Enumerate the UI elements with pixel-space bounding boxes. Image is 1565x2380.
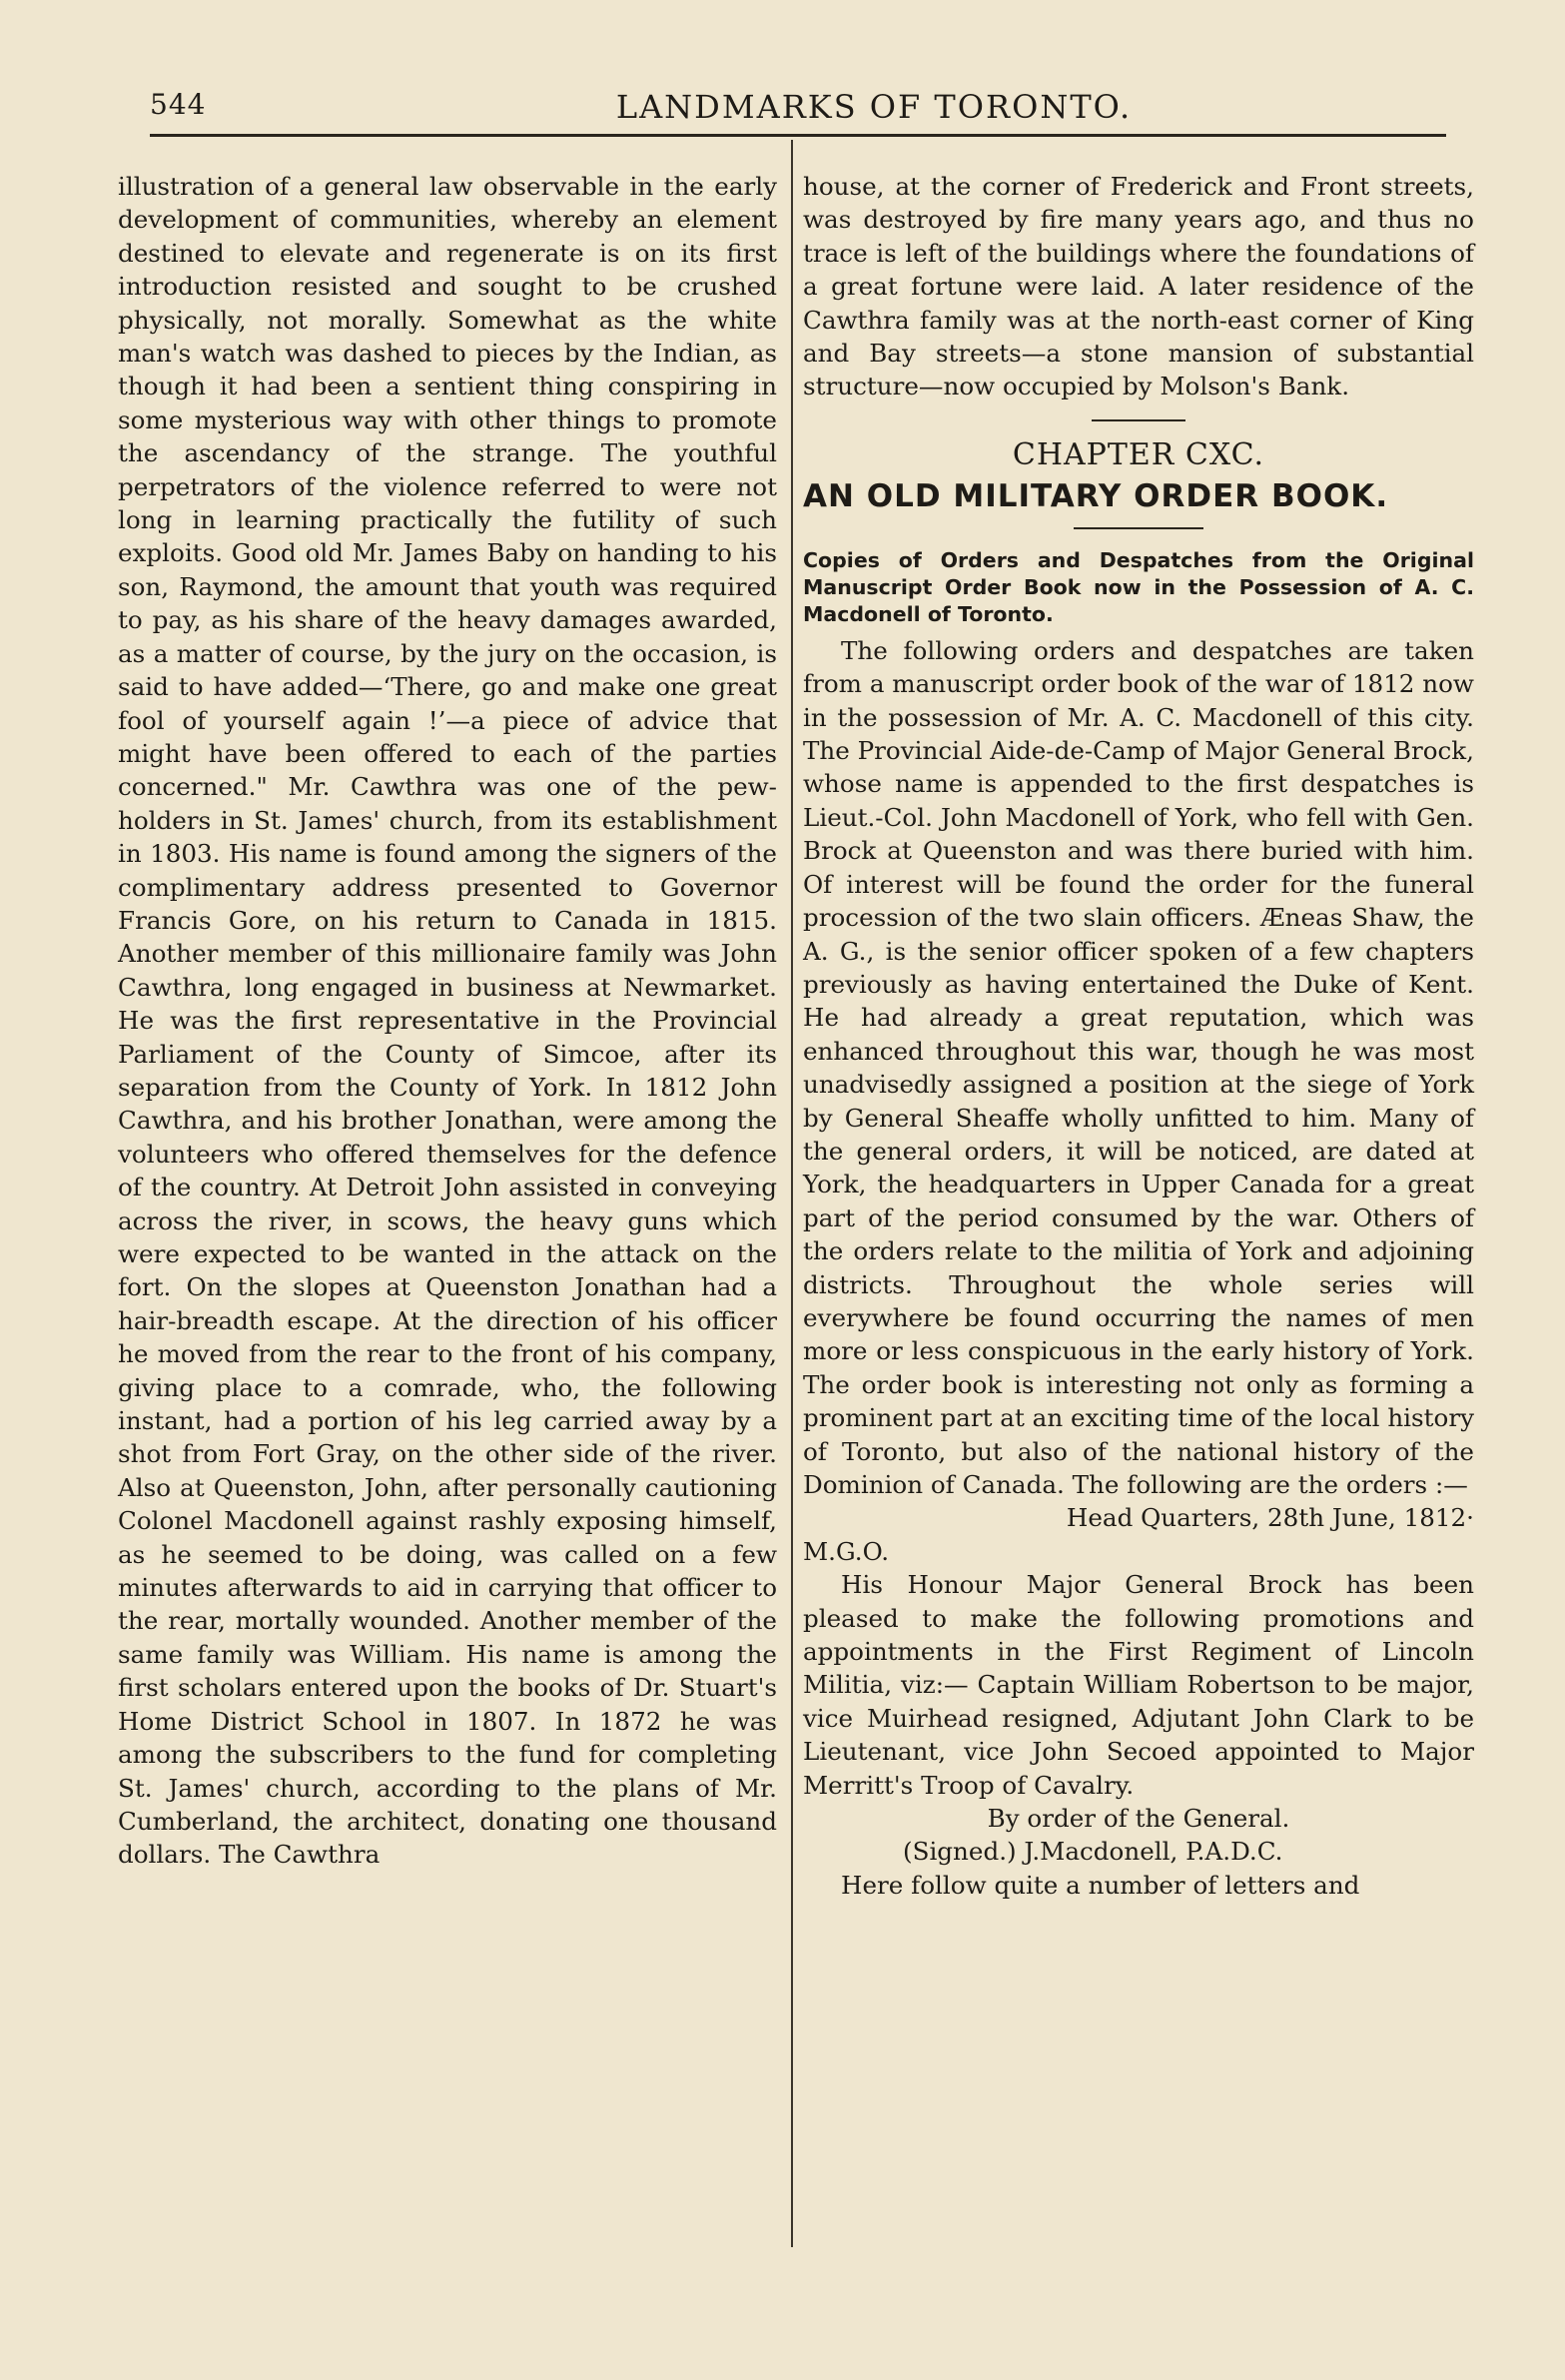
order-signature: (Signed.) J.Macdonell, P.A.D.C. bbox=[903, 1837, 1283, 1867]
order-dateline: Head Quarters, 28th June, 1812· bbox=[1066, 1503, 1474, 1533]
running-head bbox=[150, 88, 1448, 132]
closing-paragraph: Here follow quite a number of letters and bbox=[841, 1870, 1360, 1900]
chapter-subheading: Copies of Orders and Despatches from the Original Manuscript Order Book now in the Possession of A. C. Macdonell of Toronto. bbox=[803, 547, 1474, 626]
right-column bbox=[803, 170, 1474, 1902]
column-divider bbox=[791, 140, 793, 2247]
order-text: His Honour Major General Brock has been pleased to make the following promotions and appointments in the First Regiment of Lincoln Militia, viz:— Captain William Robertson to be major, vice Muirhead resigned, Adjutant John Clark to be Lieutenant, vice John Secoed appointed to Major Merritt's Troop of Cavalry. bbox=[803, 1570, 1474, 1800]
page-number: 544 bbox=[150, 88, 207, 121]
header-rule bbox=[150, 134, 1446, 137]
chapter-number: CHAPTER CXC. bbox=[1012, 436, 1265, 472]
chapter-title: AN OLD MILITARY ORDER BOOK. bbox=[803, 477, 1389, 514]
running-title: LANDMARKS OF TORONTO. bbox=[615, 88, 1133, 126]
left-column-paragraph: illustration of a general law observable in the early development of communities, whereby an element destined to elevate and regenerate is on its first introduction resisted and sought to be crushed physically, not morally. Somewhat as the white man's watch was dashed to pieces by the Indian, as though it had been a sentient thing conspiring in some mysterious way with other things to promote the ascendancy of the strange. The youthful perpetrators of the violence referred to were not long in learning practically the futility of such exploits. Good old Mr. James Baby on handing to his son, Raymond, the amount that youth was required to pay, as his share of the heavy damages awarded, as a matter of course, by the jury on the occasion, is said to have added—‘There, go and make one great fool of yourself again !’—a piece of advice that might have been offered to each of the parties concerned." Mr. Cawthra was one of the pew-holders in St. James' church, from its establishment in 1803. His name is found among the signers of the complimentary address presented to Governor Francis Gore, on his return to Canada in 1815. Another member of this millionaire family was John Cawthra, long engaged in business at Newmarket. He was the first representative in the Provincial Parliament of the County of Simcoe, after its separation from the County of York. In 1812 John Cawthra, and his brother Jonathan, were among the volunteers who offered themselves for the defence of the country. At Detroit John assisted in conveying across the river, in scows, the heavy guns which were expected to be wanted in the attack on the fort. On the slopes at Queenston Jonathan had a hair-breadth escape. At the direction of his officer he moved from the rear to the front of his company, giving place to a comrade, who, the following instant, had a portion of his leg carried away by a shot from Fort Gray, on the other side of the river. Also at Queenston, John, after personally cautioning Colonel Macdonell against rashly exposing himself, as he seemed to be doing, was called on a few minutes afterwards to aid in carrying that officer to the rear, mortally wounded. Another member of the same family was William. His name is among the first scholars entered upon the books of Dr. Stuart's Home District School in 1807. In 1872 he was among the subscribers to the fund for completing St. James' church, according to the plans of Mr. Cumberland, the architect, donating one thousand dollars. The Cawthra bbox=[118, 172, 777, 1870]
intro-paragraph: The following orders and despatches are taken from a manuscript order book of the war of 1812 now in the possession of Mr. A. C. Macdonell of this city. The Provincial Aide-de-Camp of Major General Brock, whose name is appended to the first despatches is Lieut.-Col. John Macdonell of York, who fell with Gen. Brock at Queenston and was there buried with him. Of interest will be found the order for the funeral procession of the two slain officers. Æneas Shaw, the A. G., is the senior officer spoken of a few chapters previously as having entertained the Duke of Kent. He had already a great reputation, which was enhanced throughout this war, though he was most unadvisedly assigned a position at the siege of York by General Sheaffe wholly unfitted to him. Many of the general orders, it will be noticed, are dated at York, the headquarters in Upper Canada for a great part of the period consumed by the war. Others of the orders relate to the militia of York and adjoining districts. Throughout the whole series will everywhere be found occurring the names of men more or less conspicuous in the early history of York. The order book is interesting not only as forming a prominent part at an exciting time of the local history of Toronto, but also of the national history of the Dominion of Canada. The following are the orders :— bbox=[803, 635, 1474, 1499]
section-rule bbox=[1092, 419, 1185, 421]
order-attribution: By order of the General. bbox=[987, 1804, 1290, 1834]
continued-paragraph: house, at the corner of Frederick and Front streets, was destroyed by fire many years ago, and thus no trace is left of the buildings where the foundations of a great fortune were laid. A later residence of the Cawthra family was at the north-east corner of King and Bay streets—a stone mansion of substantial structure—now occupied by Molson's Bank. bbox=[803, 172, 1474, 401]
title-rule bbox=[1074, 527, 1203, 529]
left-column bbox=[118, 170, 777, 1872]
order-heading: M.G.O. bbox=[803, 1536, 890, 1566]
